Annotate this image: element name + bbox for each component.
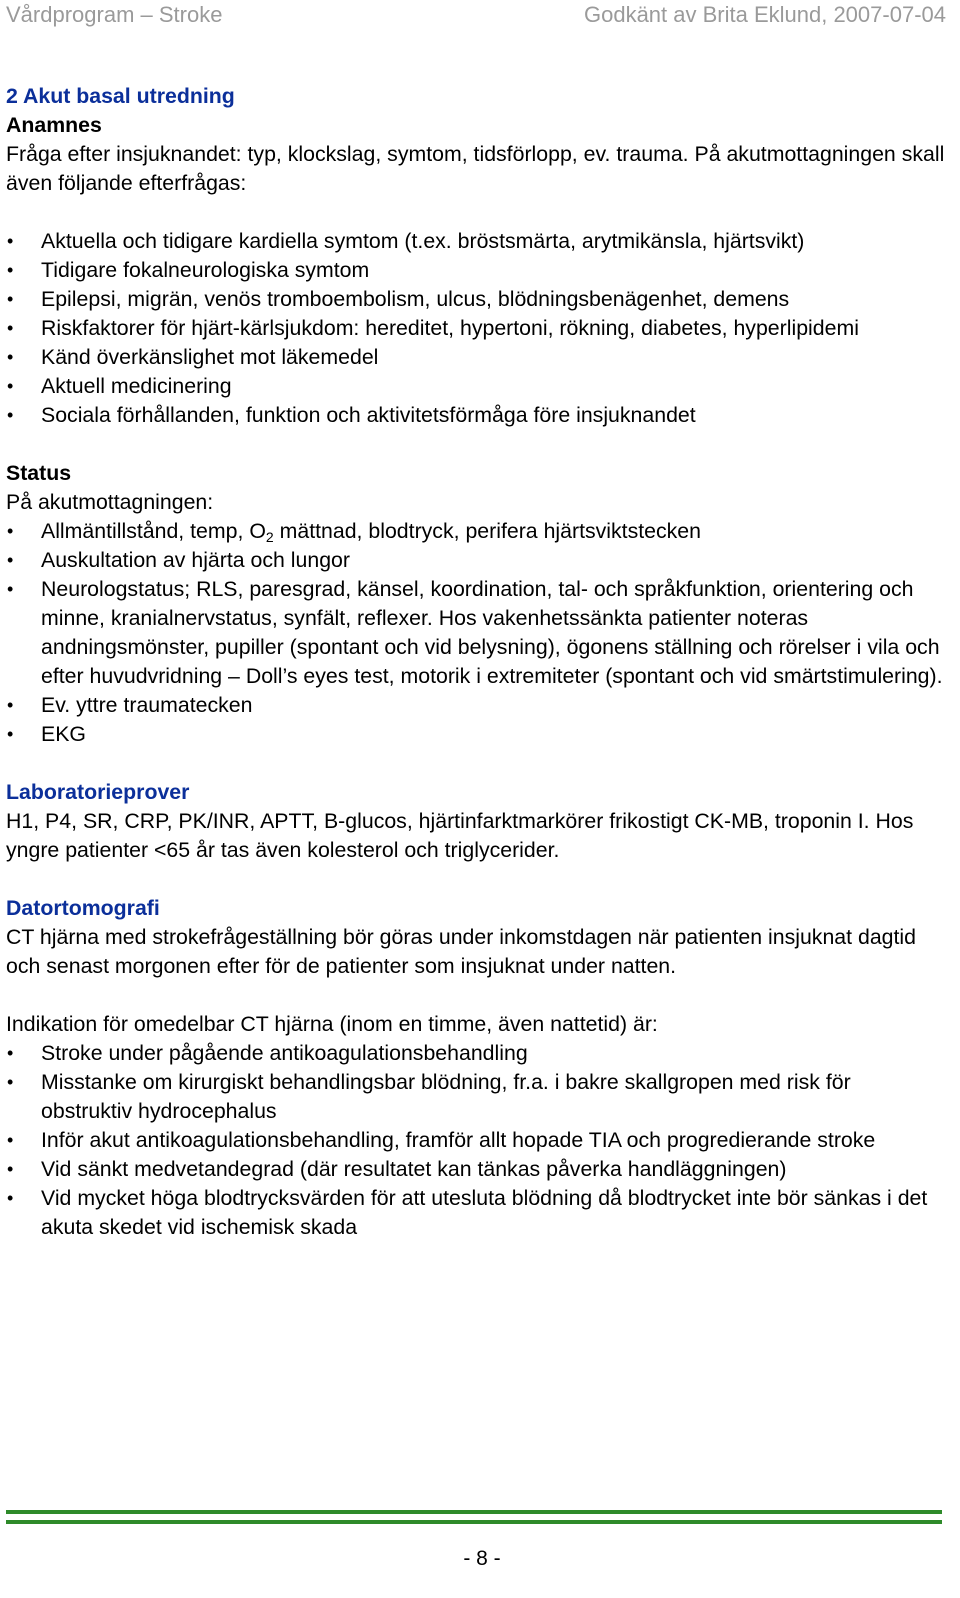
running-header: [6, 2, 946, 32]
ct-indication-list: [6, 1039, 946, 1242]
spacer: [6, 981, 946, 1010]
list-item: • EKG: [6, 720, 946, 749]
list-item: • Epilepsi, migrän, venös tromboembolism, ulcus, blödningsbenägenhet, demens: [6, 285, 946, 314]
list-item: • Känd överkänslighet mot läkemedel: [6, 343, 946, 372]
ct-indication-intro: Indikation för omedelbar CT hjärna (inom en timme, även nattetid) är:: [6, 1012, 658, 1036]
subscript: 2: [265, 529, 274, 545]
list-item: • Vid mycket höga blodtrycksvärden för att utesluta blödning då blodtrycket inte bör sänkas i det akuta skedet vid ischemisk skada: [6, 1184, 946, 1242]
list-item: • Tidigare fokalneurologiska symtom: [6, 256, 946, 285]
lab-text: H1, P4, SR, CRP, PK/INR, APTT, B-glucos, hjärtinfarktmarkörer frikostigt CK-MB, troponin I. Hos yngre patienter <65 år tas även kolesterol och triglycerider.: [6, 809, 914, 862]
footer-rule-bottom: [6, 1520, 942, 1524]
lab-heading: Laboratorieprover: [6, 780, 190, 804]
anamnes-heading: Anamnes: [6, 113, 102, 137]
list-item-text: mättnad, blodtryck, perifera hjärtsviktstecken: [273, 519, 701, 543]
list-item: • Stroke under pågående antikoagulationsbehandling: [6, 1039, 946, 1068]
spacer: [6, 198, 946, 227]
list-item: • Neurologstatus; RLS, paresgrad, känsel, koordination, tal- och språkfunktion, orientering och minne, kranialnervstatus, synfält, reflexer. Hos vakenhetssänkta patienter noteras andningsmönster, pupiller (spontant och vid belysning), ögonens ställning och rörelser i vila och efter huvudvridning – Doll’s eyes test, motorik i extremiteter (spontant och vid smärtstimulering).: [6, 575, 946, 691]
status-list: [6, 517, 946, 749]
status-intro: På akutmottagningen:: [6, 490, 214, 514]
list-item: [6, 517, 946, 546]
anamnes-intro: Fråga efter insjuknandet: typ, klockslag, symtom, tidsförlopp, ev. trauma. På akutmottagningen skall även följande efterfrågas:: [6, 142, 945, 195]
header-left-title: Vårdprogram – Stroke: [6, 2, 223, 27]
spacer: [6, 749, 946, 778]
header-approval: Godkänt av Brita Eklund, 2007-07-04: [583, 2, 946, 27]
section-title: 2 Akut basal utredning: [6, 84, 235, 108]
list-item: • Aktuella och tidigare kardiella symtom (t.ex. bröstsmärta, arytmikänsla, hjärtsvikt): [6, 227, 946, 256]
spacer: [6, 430, 946, 459]
list-item: • Ev. yttre traumatecken: [6, 691, 946, 720]
ct-heading: Datortomografi: [6, 896, 160, 920]
status-heading: Status: [6, 461, 72, 485]
list-item: • Sociala förhållanden, funktion och aktivitetsförmåga före insjuknandet: [6, 401, 946, 430]
anamnes-list: [6, 227, 946, 430]
ct-text: CT hjärna med strokefrågeställning bör göras under inkomstdagen när patienten insjuknat dagtid och senast morgonen efter för de patienter som insjuknat under natten.: [6, 925, 917, 978]
list-item-text: Allmäntillstånd, temp, O: [41, 519, 266, 543]
list-item: • Riskfaktorer för hjärt-kärlsjukdom: hereditet, hypertoni, rökning, diabetes, hyperlipidemi: [6, 314, 946, 343]
list-item: • Vid sänkt medvetandegrad (där resultatet kan tänkas påverka handläggningen): [6, 1155, 946, 1184]
list-item: • Inför akut antikoagulationsbehandling, framför allt hopade TIA och progredierande stroke: [6, 1126, 946, 1155]
list-item: • Aktuell medicinering: [6, 372, 946, 401]
document-body: [6, 82, 946, 1242]
spacer: [6, 865, 946, 894]
footer-rule-top: [6, 1510, 942, 1514]
page-number: - 8 -: [463, 1547, 501, 1570]
list-item: • Auskultation av hjärta och lungor: [6, 546, 946, 575]
list-item: • Misstanke om kirurgiskt behandlingsbar blödning, fr.a. i bakre skallgropen med risk för obstruktiv hydrocephalus: [6, 1068, 946, 1126]
